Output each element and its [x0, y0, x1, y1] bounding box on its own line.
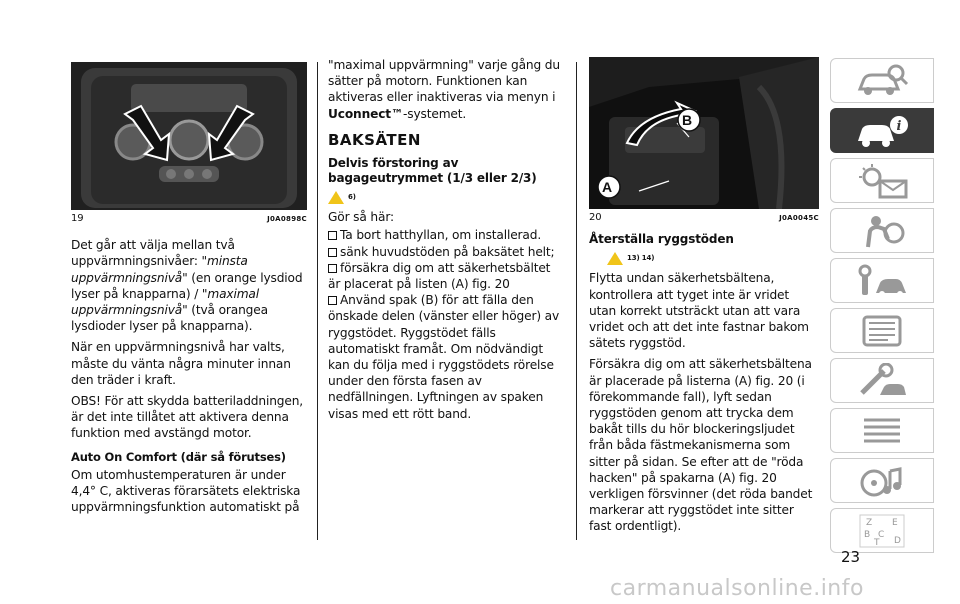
subheading-auto-on-comfort: Auto On Comfort (där så förutses) — [71, 449, 286, 464]
tab-alphabetical-index[interactable] — [830, 508, 934, 553]
wrench-car-icon — [854, 363, 910, 399]
dashboard-photo — [71, 62, 307, 210]
index-letter: D — [894, 535, 901, 546]
paragraph-intro: Gör så här: — [328, 210, 394, 225]
watermark: carmanualsonline.info — [610, 576, 864, 601]
heading-partial-folding: Delvis förstoring av bagageutrymmet (1/3 eller 2/3) — [328, 156, 537, 186]
figure-20-rear-seat — [589, 57, 819, 209]
figure-19-caption — [71, 211, 307, 227]
index-letter: Z — [866, 517, 873, 528]
left-column — [71, 62, 307, 520]
list-item: Ta bort hatthyllan, om installerad. — [328, 227, 564, 243]
figure-19-heated-seat-buttons — [71, 62, 307, 210]
tab-maintenance[interactable] — [830, 358, 934, 403]
tab-driver[interactable] — [830, 208, 934, 253]
checkbox-bullet-icon — [328, 296, 337, 305]
tab-tools[interactable] — [830, 258, 934, 303]
rear-seat-photo — [589, 57, 819, 209]
warning-icon — [607, 252, 623, 265]
figure-number: 20 — [589, 212, 602, 223]
tools-car-icon — [854, 263, 910, 299]
callout-label-a: A — [602, 179, 612, 195]
page-number: 23 — [841, 548, 861, 566]
index-letter: C — [878, 529, 885, 540]
callout-label-b: B — [682, 112, 692, 128]
tab-service[interactable] — [830, 308, 934, 353]
list-item: sänk huvudstöden på baksätet helt; — [328, 244, 564, 260]
figure-number: 19 — [71, 213, 84, 224]
service-card-icon — [854, 313, 910, 349]
paragraph-auto-on: Om utomhustemperaturen är under 4,4° C, aktiveras förarsätets elektriska uppvärmningsfunktion automatiskt på — [71, 467, 301, 515]
light-mail-icon — [854, 163, 910, 199]
middle-column — [328, 57, 564, 422]
tab-technical-data[interactable] — [830, 408, 934, 453]
checkbox-bullet-icon — [328, 248, 337, 257]
car-search-icon — [854, 63, 910, 99]
figure-code: J0A0898C — [267, 215, 307, 223]
driver-wheel-icon — [854, 213, 910, 249]
tab-lights-mail[interactable] — [830, 158, 934, 203]
paragraph-uconnect: "maximal uppvärmning" varje gång du sätter på motorn. Funktionen kan aktiveras eller inaktiveras via menyn i Uconnect™-systemet. — [328, 58, 560, 121]
index-letter: E — [892, 517, 898, 528]
svg-text:i: i — [896, 118, 902, 134]
chapter-tabs — [830, 58, 934, 558]
heading-restore-backrests: Återställa ryggstöden — [589, 232, 734, 247]
paragraph-wait: När en uppvärmningsnivå har valts, måste du vänta några minuter innan den träder i kraft. — [71, 340, 291, 387]
paragraph-battery-note: OBS! För att skydda batteriladdningen, är det inte tillåtet att aktivera denna funktion med avstängd motor. — [71, 394, 304, 441]
index-letter: T — [874, 537, 880, 548]
figure-20-caption — [589, 210, 819, 226]
checkbox-bullet-icon — [328, 231, 337, 240]
warning-reference: 6) — [328, 189, 564, 205]
alphabet-index-icon — [854, 513, 910, 549]
list-item: försäkra dig om att säkerhetsbältet är placerat på listen (A) fig. 20 — [328, 260, 551, 292]
tab-multimedia[interactable] — [830, 458, 934, 503]
list-icon — [854, 413, 910, 449]
figure-code: J0A0045C — [779, 214, 819, 222]
paragraph-raise-backrests: Försäkra dig om att säkerhetsbältena är placerade på listerna (A) fig. 20 (i förekommande fall), lyft sedan ryggstöden genom att trycka dem bakåt tills du hör blockeringsljudet från båda fästmekanismerna som sitter på sidan. Se efter att de "röda hacken" på spakarna (A) fig. 20 verkligen försvinner (det röda bandet markerar att ryggstödet inte sitter fast ordentligt). — [589, 357, 813, 534]
section-title: BAKSÄTEN — [328, 130, 421, 149]
column-divider-1 — [317, 62, 318, 540]
checkbox-bullet-icon — [328, 264, 337, 273]
tab-car-info[interactable] — [830, 108, 934, 153]
paragraph-belts-check: Flytta undan säkerhetsbältena, kontrollera att tyget inte är vridet utan korrekt utsträckt utan att vara vridet och att det inte fastnar bakom sätets ryggstöd. — [589, 271, 809, 351]
index-letter: B — [864, 529, 871, 540]
right-column — [589, 57, 819, 540]
car-info-icon — [854, 113, 910, 149]
paragraph-heating-levels: Det går att välja mellan två uppvärmningsnivåer: "minsta uppvärmningsnivå" (en orange lysdiod lyser på knapparna) / "maximal uppvärmningsnivå" (två orangea lysdioder lyser på knapparna). — [71, 238, 303, 334]
column-divider-2 — [576, 62, 577, 540]
warning-icon — [328, 191, 344, 204]
tab-car-search[interactable] — [830, 58, 934, 103]
multimedia-icon — [854, 463, 910, 499]
warning-reference: 13) 14) — [607, 250, 819, 266]
list-item: Använd spak (B) för att fälla den önskade delen (vänster eller höger) av ryggstödet. Ryggstödet fälls automatiskt framåt. Om nödvändigt kan du följa med i ryggstödets rörelse under den första fasen av nedfällningen. Lyftningen av spaken visas med ett rött band. — [328, 293, 560, 421]
